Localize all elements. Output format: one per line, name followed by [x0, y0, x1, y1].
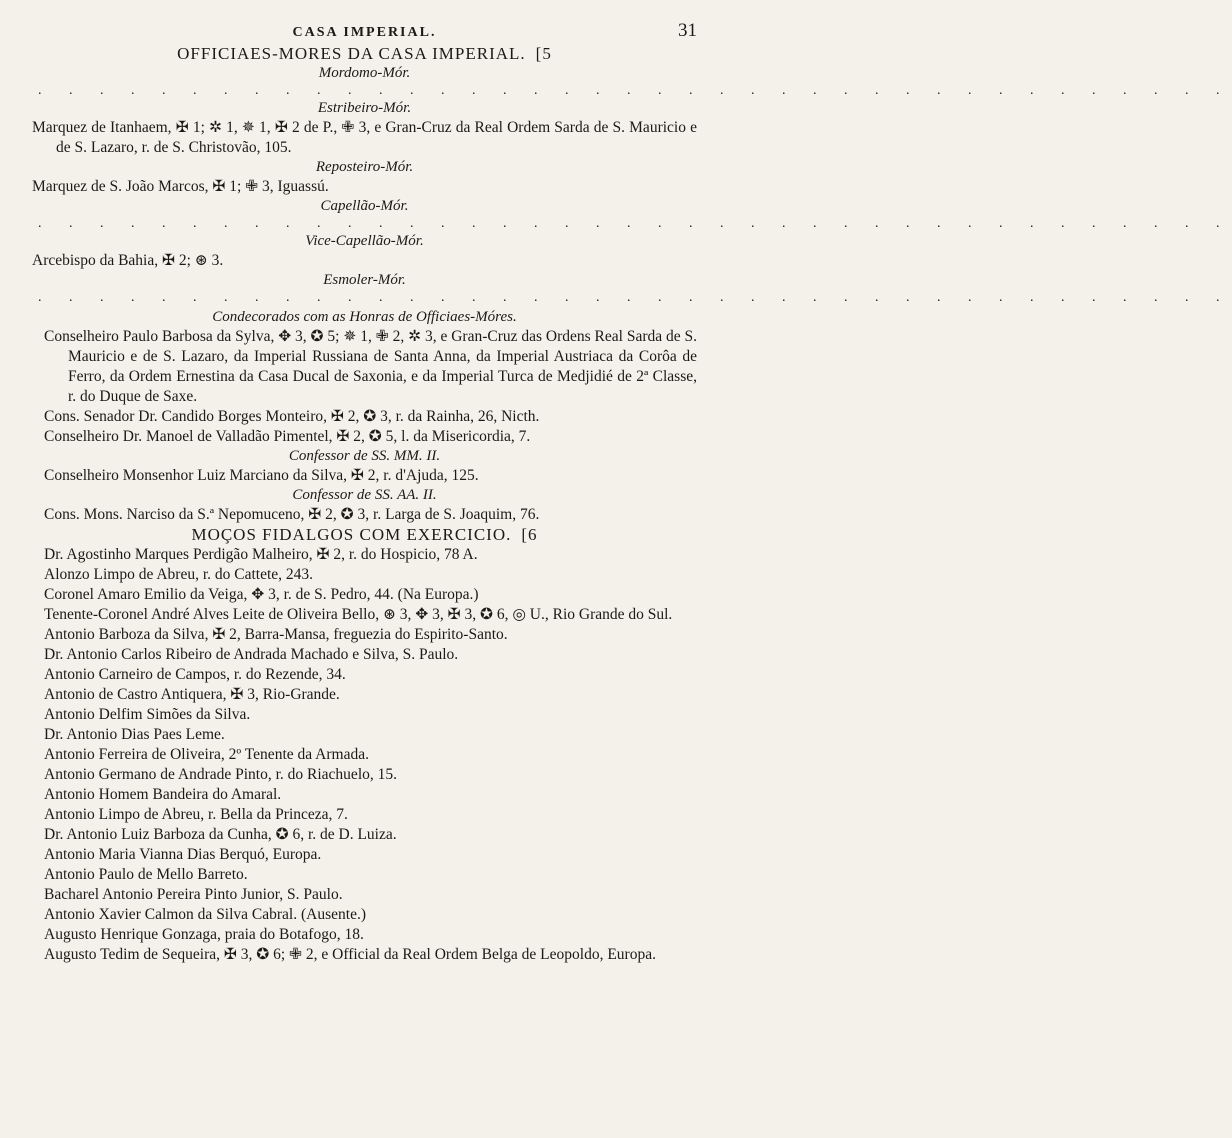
- entry: Antonio Delfim Simões da Silva.: [44, 706, 251, 723]
- page-number: 31: [678, 20, 697, 41]
- subtitle-confessor-aa: Confessor de SS. AA. II.: [292, 487, 437, 503]
- office-subtitle: Capellão-Mór.: [320, 198, 409, 214]
- entry: Dr. Antonio Carlos Ribeiro de Andrada Machado e Silva, S. Paulo.: [44, 646, 459, 663]
- entry: Antonio Homem Bandeira do Amaral.: [44, 786, 282, 803]
- entry: Augusto Henrique Gonzaga, praia do Botafogo, 18.: [44, 926, 364, 943]
- office-subtitle: Vice-Capellão-Mór.: [305, 233, 424, 249]
- section-number: [6: [521, 525, 538, 544]
- section-title-text: OFFICIAES-MORES DA CASA IMPERIAL.: [177, 44, 526, 63]
- page-header: [32, 0, 697, 44]
- entry: Augusto Tedim de Sequeira, ✠ 3, ✪ 6; ✙ 2, e Official da Real Ordem Belga de Leopoldo, Europa.: [44, 946, 656, 963]
- section-officiaes-mores: [32, 64, 1232, 306]
- entry: Antonio Barboza da Silva, ✠ 2, Barra-Mansa, freguezia do Espirito-Santo.: [44, 626, 508, 643]
- entry: Antonio Maria Vianna Dias Berquó, Europa.: [44, 846, 322, 863]
- entry: Bacharel Antonio Pereira Pinto Junior, S. Paulo.: [44, 886, 343, 903]
- entry: Antonio Germano de Andrade Pinto, r. do Riachuelo, 15.: [44, 766, 397, 783]
- dotted-leader: . . . . . . . . . . . . . . . . . . . . . . . . . . . . . . . . . . . . . . .: [38, 216, 1232, 231]
- subtitle-condecorados: Condecorados com as Honras de Officiaes-Móres.: [212, 309, 517, 325]
- entry: Conselheiro Monsenhor Luiz Marciano da Silva, ✠ 2, r. d'Ajuda, 125.: [44, 467, 479, 484]
- entry: Antonio Carneiro de Campos, r. do Rezende, 34.: [44, 666, 346, 683]
- entry: Coronel Amaro Emilio da Veiga, ✥ 3, r. de S. Pedro, 44. (Na Europa.): [44, 586, 479, 603]
- entry: Marquez de Itanhaem, ✠ 1; ✲ 1, ✵ 1, ✠ 2 de P., ✙ 3, e Gran-Cruz da Real Ordem Sarda de S. Mauricio e de S. Lazaro, r. de S. Christovão, 105.: [32, 119, 697, 156]
- confessor-aa-list: [32, 505, 697, 525]
- section-number: [5: [535, 44, 552, 63]
- entry: Dr. Agostinho Marques Perdigão Malheiro, ✠ 2, r. do Hospicio, 78 A.: [44, 546, 478, 563]
- office-subtitle: Reposteiro-Mór.: [315, 159, 414, 175]
- entry: Cons. Mons. Narciso da S.ª Nepomuceno, ✠ 2, ✪ 3, r. Larga de S. Joaquim, 76.: [44, 506, 540, 523]
- condecorados-list: [32, 327, 697, 447]
- mocos-fidalgos-list: [32, 545, 697, 965]
- entry: Conselheiro Paulo Barbosa da Sylva, ✥ 3, ✪ 5; ✵ 1, ✙ 2, ✲ 3, e Gran-Cruz das Ordens Real Sarda de S. Mauricio e de S. Lazaro, da Imperial Russiana de Santa Anna, da Imperial Austriaca da Corôa de Ferro, da Ordem Ernestina da Casa Ducal de Saxonia, e da Imperial Turca de Medjidié de 2ª Classe, r. do Duque de Saxe.: [44, 328, 697, 405]
- subtitle-confessor-mm: Confessor de SS. MM. II.: [288, 448, 441, 464]
- entry: Antonio Limpo de Abreu, r. Bella da Princeza, 7.: [44, 806, 348, 823]
- section-title-officiaes-mores: [32, 44, 697, 64]
- entry: Arcebispo da Bahia, ✠ 2; ⊛ 3.: [32, 252, 224, 269]
- entry: Antonio Paulo de Mello Barreto.: [44, 866, 248, 883]
- entry: Alonzo Limpo de Abreu, r. do Cattete, 243.: [44, 566, 314, 583]
- entry: Antonio de Castro Antiquera, ✠ 3, Rio-Grande.: [44, 686, 340, 703]
- entry: Antonio Xavier Calmon da Silva Cabral. (Ausente.): [44, 906, 366, 923]
- entry: Antonio Ferreira de Oliveira, 2º Tenente da Armada.: [44, 746, 369, 763]
- entry: Tenente-Coronel André Alves Leite de Oliveira Bello, ⊛ 3, ✥ 3, ✠ 3, ✪ 6, ◎ U., Rio Grande do Sul.: [44, 606, 673, 623]
- confessor-mm-list: [32, 466, 697, 486]
- section-title-text: MOÇOS FIDALGOS COM EXERCICIO.: [191, 525, 512, 544]
- office-subtitle: Mordomo-Mór.: [318, 65, 411, 81]
- office-subtitle: Esmoler-Mór.: [323, 272, 406, 288]
- entry: Dr. Antonio Dias Paes Leme.: [44, 726, 225, 743]
- section-title-mocos-fidalgos: [32, 525, 697, 545]
- entry: Marquez de S. João Marcos, ✠ 1; ✙ 3, Iguassú.: [32, 178, 329, 195]
- running-title: CASA IMPERIAL.: [292, 25, 437, 40]
- entry: Conselheiro Dr. Manoel de Valladão Pimentel, ✠ 2, ✪ 5, l. da Misericordia, 7.: [44, 428, 531, 445]
- entry: Dr. Antonio Luiz Barboza da Cunha, ✪ 6, r. de D. Luiza.: [44, 826, 397, 843]
- dotted-leader: . . . . . . . . . . . . . . . . . . . . . . . . . . . . . . . . . . . . . . .: [38, 83, 1232, 98]
- office-subtitle: Estribeiro-Mór.: [317, 100, 412, 116]
- entry: Cons. Senador Dr. Candido Borges Monteiro, ✠ 2, ✪ 3, r. da Rainha, 26, Nicth.: [44, 408, 540, 425]
- dotted-leader: . . . . . . . . . . . . . . . . . . . . . . . . . . . . . . . . . . . . . . .: [38, 290, 1232, 305]
